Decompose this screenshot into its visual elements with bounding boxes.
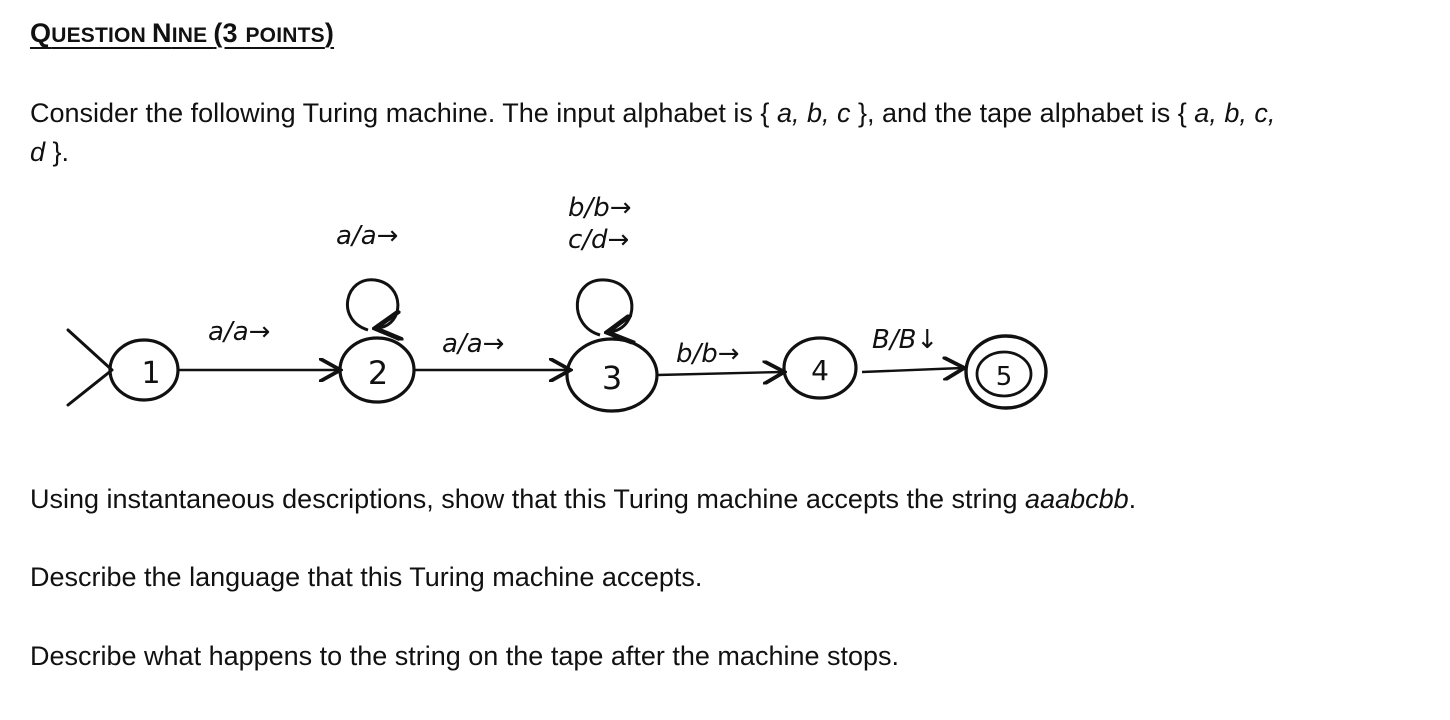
state-4 [784, 338, 856, 398]
state-5-accepting [966, 336, 1046, 408]
tape-alphabet-d: d [30, 137, 46, 167]
intro-part1: Consider the following Turing machine. The input alphabet is { [30, 98, 777, 128]
intro-paragraph [30, 94, 1420, 172]
question-heading [30, 18, 334, 49]
self-loop-3-label-c: c/d→ [568, 225, 630, 255]
heading-q: Q [30, 18, 52, 48]
transition-3-4-label: b/b→ [676, 339, 740, 369]
state-1-label: 1 [141, 356, 161, 391]
state-4-label: 4 [811, 354, 829, 387]
heading-uestion: UESTION [51, 24, 152, 47]
q1-string: aaabcbb [1025, 484, 1129, 514]
state-5-label: 5 [995, 362, 1013, 392]
self-loop-3 [577, 280, 632, 335]
question-part-1 [30, 480, 1136, 519]
tape-alphabet: a, b, c, [1194, 98, 1276, 128]
state-2 [340, 338, 414, 402]
transition-3-4-arrow [657, 372, 782, 375]
transition-1-2-label: a/a→ [208, 317, 271, 347]
state-3 [567, 339, 657, 411]
intro-part2: }, and the tape alphabet is { [850, 98, 1195, 128]
start-arrow [68, 330, 112, 405]
self-loop-3-label-b: b/b→ [568, 193, 632, 223]
state-2-label: 2 [367, 354, 389, 392]
self-loop-2 [347, 280, 397, 330]
input-alphabet: a, b, c [776, 98, 851, 128]
heading-ine: INE [171, 24, 214, 47]
q1-text: Using instantaneous descriptions, show that this Turing machine accepts the string [30, 484, 1026, 514]
transition-4-5-arrow [862, 368, 962, 372]
question-part-2: Describe the language that this Turing machine accepts. [30, 562, 703, 592]
transition-2-3-label: a/a→ [442, 329, 505, 359]
self-loop-2-label: a/a→ [336, 221, 399, 251]
transition-4-5-label: B/B↓ [872, 325, 939, 355]
state-1 [110, 340, 178, 400]
state-3-label: 3 [601, 359, 623, 397]
heading-points: POINTS [245, 24, 325, 47]
heading-n: N [151, 18, 172, 48]
intro-part3: }. [45, 137, 70, 167]
heading-paren: (3 [213, 18, 246, 48]
question-part-3: Describe what happens to the string on the tape after the machine stops. [30, 641, 900, 671]
turing-machine-diagram [0, 180, 1100, 430]
q1-end: . [1128, 484, 1137, 514]
heading-close: ) [324, 18, 335, 48]
